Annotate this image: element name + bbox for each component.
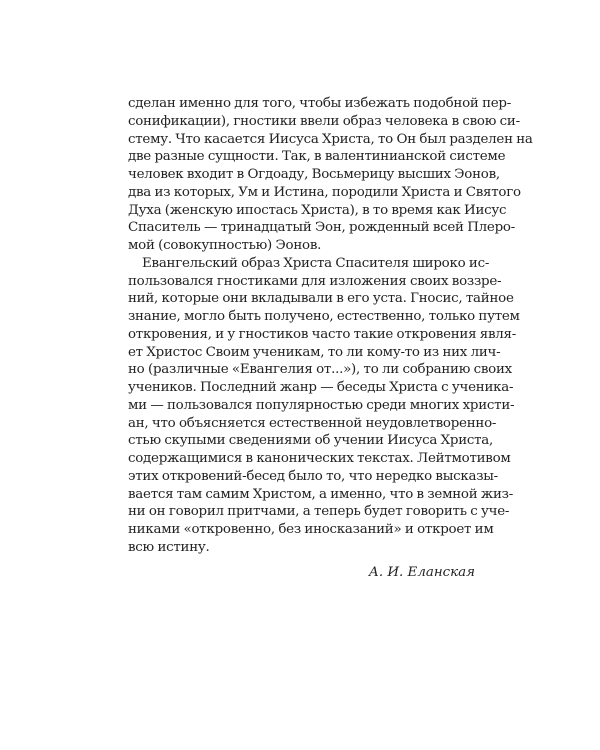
- text-line: этих откровений-бесед было то, что нередко высказы-: [128, 468, 498, 484]
- text-line: два из которых, Ум и Истина, породили Христа и Святого: [128, 184, 521, 200]
- paragraph-2: [128, 255, 520, 557]
- text-line: стью скупыми сведениями об учении Иисуса Христа,: [128, 433, 494, 449]
- paragraph-1: [128, 95, 533, 255]
- text-line: ний, которые они вкладывали в его уста. Гносис, тайное: [128, 291, 514, 307]
- text-line: ми — пользовался популярностью среди многих христи-: [128, 397, 515, 413]
- text-line: всю истину.: [128, 539, 210, 555]
- text-line: две разные сущности. Так, в валентинианской системе: [128, 149, 506, 165]
- text-line: ан, что объясняется естественной неудовлетворенно-: [128, 415, 497, 431]
- text-line: учеников. Последний жанр — беседы Христа с ученика-: [128, 380, 514, 395]
- text-line: сонификации), гностики ввели образ человека в свою си-: [128, 113, 520, 129]
- text-line: стему. Что касается Иисуса Христа, то Он был разделен на: [128, 131, 533, 147]
- text-line: знание, могло быть получено, естественно, только путем: [128, 309, 520, 324]
- text-line: ни он говорил притчами, а теперь будет говорить с уче-: [128, 504, 510, 520]
- author-signature: А. И. Еланская: [368, 564, 475, 580]
- text-line: Спаситель — тринадцатый Эон, рожденный всей Плеро-: [128, 220, 515, 236]
- text-line: Духа (женскую ипостась Христа), в то время как Иисус: [128, 202, 507, 218]
- text-line: Евангельский образ Христа Спасителя широко ис-: [142, 255, 490, 271]
- text-line: пользовался гностиками для изложения своих воззре-: [128, 273, 502, 289]
- text-line: человек входит в Огдоаду, Восьмерицу высших Эонов,: [128, 167, 500, 182]
- text-line: содержащимися в канонических текстах. Лейтмотивом: [128, 451, 511, 466]
- text-line: никами «откровенно, без иносказаний» и откроет им: [128, 522, 494, 537]
- text-line: сделан именно для того, чтобы избежать подобной пер-: [128, 96, 512, 111]
- text-line: ет Христос Своим ученикам, то ли кому-то из них лич-: [128, 344, 501, 360]
- text-line: но (различные «Евангелия от...»), то ли собранию своих: [128, 362, 512, 378]
- text-line: мой (совокупностью) Эонов.: [128, 238, 322, 253]
- text-line: вается там самим Христом, а именно, что в земной жиз-: [128, 486, 513, 502]
- text-line: откровения, и у гностиков часто такие откровения явля-: [128, 326, 517, 342]
- document-page: [128, 95, 533, 582]
